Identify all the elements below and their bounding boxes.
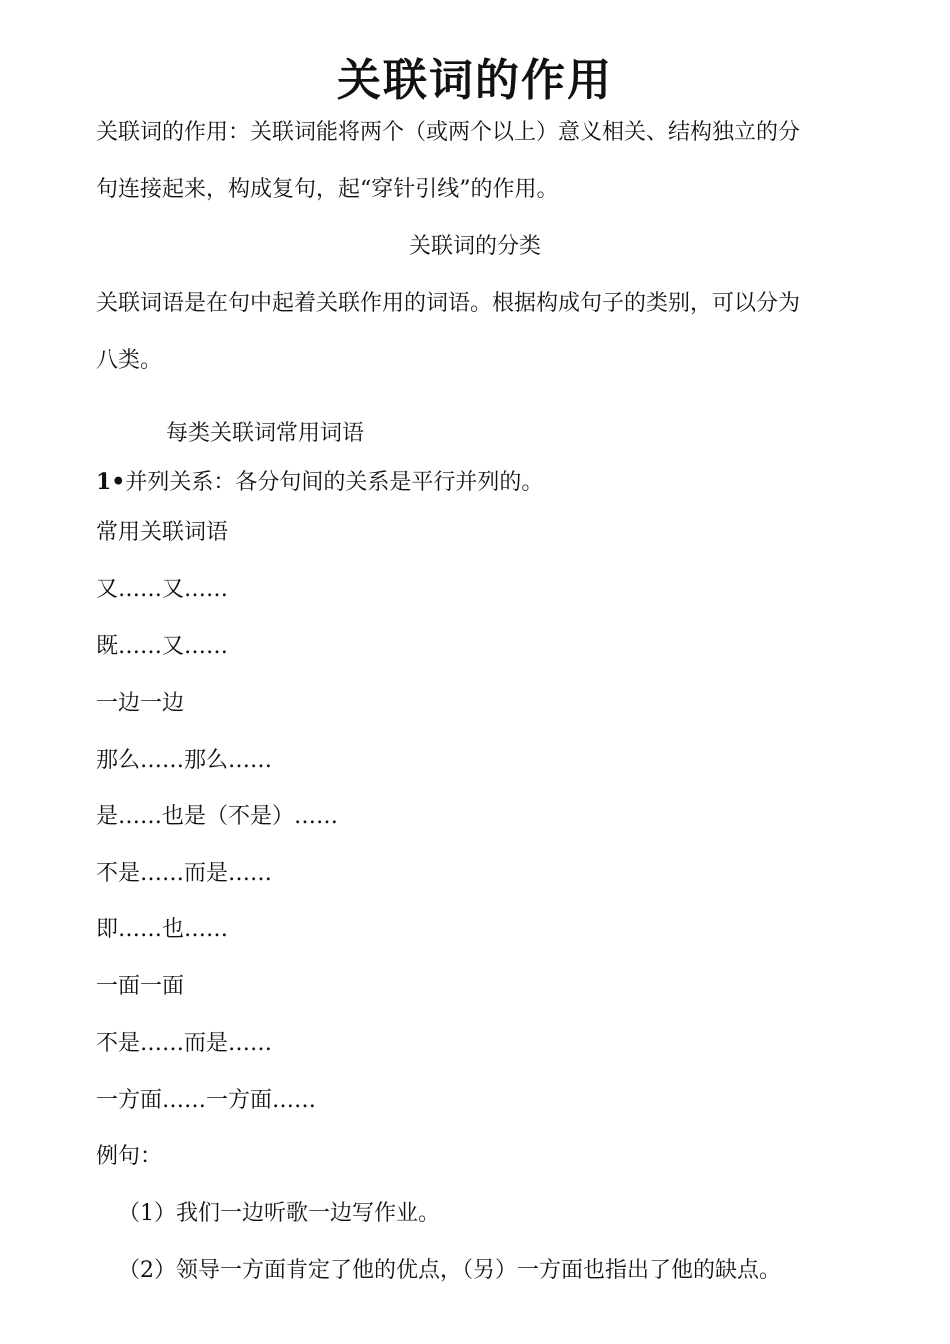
list-label: 常用关联词语 [96, 520, 229, 545]
classification-heading: 关联词的分类 [408, 234, 541, 259]
list-item: 又……又…… [96, 577, 229, 602]
example-sentence: （1）我们一边听歌一边写作业。 [118, 1201, 440, 1226]
list-item: 一面一面 [96, 974, 185, 999]
list-item: 是……也是（不是）…… [96, 804, 339, 829]
example-sentence: （2）领导一方面肯定了他的优点，（另）一方面也指出了他的缺点。 [118, 1258, 781, 1283]
classification-line-1: 关联词语是在句中起着关联作用的词语。根据构成句子的类别，可以分为 [96, 291, 801, 316]
intro-line-1: 关联词的作用：关联词能将两个（或两个以上）意义相关、结构独立的分 [96, 120, 801, 145]
section-1-heading [96, 467, 543, 498]
list-item: 不是……而是…… [96, 1031, 273, 1056]
list-item: 既……又…… [96, 634, 229, 659]
list-item: 一边一边 [96, 691, 185, 716]
classification-line-2: 八类。 [96, 348, 163, 373]
section-1-number: 1• [96, 469, 126, 495]
example-label: 例句： [96, 1144, 163, 1169]
page-title: 关联词的作用 [337, 55, 613, 106]
intro-line-2: 句连接起来，构成复句，起“穿针引线”的作用。 [96, 177, 559, 202]
list-item: 不是……而是…… [96, 861, 273, 886]
section-1-title: 并列关系：各分句间的关系是平行并列的。 [125, 470, 544, 495]
common-words-heading: 每类关联词常用词语 [166, 421, 365, 446]
list-item: 即……也…… [96, 917, 229, 942]
list-item: 那么……那么…… [96, 748, 273, 773]
list-item: 一方面……一方面…… [96, 1088, 317, 1113]
